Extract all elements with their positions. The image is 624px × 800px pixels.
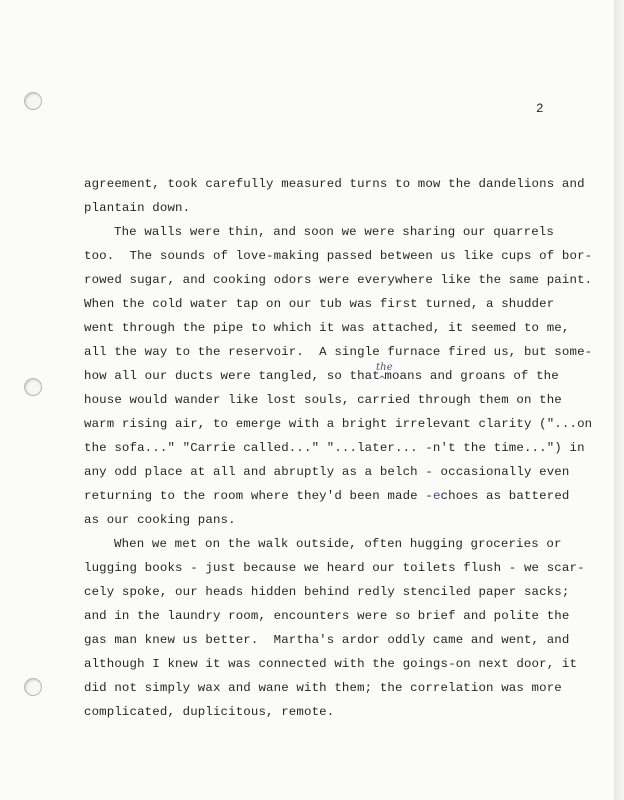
text-line: as our cooking pans. — [84, 513, 236, 527]
text-segment: returning to the room where they'd been made - — [84, 489, 433, 503]
text-line: complicated, duplicitous, remote. — [84, 705, 335, 719]
page-edge — [614, 0, 624, 800]
text-line: did not simply wax and wane with them; the correlation was more — [84, 681, 562, 695]
caret-insertion-mark: ^ — [377, 375, 387, 386]
text-line: rowed sugar, and cooking odors were everywhere like the same paint. — [84, 273, 593, 287]
text-line: too. The sounds of love-making passed between us like cups of bor- — [84, 249, 593, 263]
handwritten-correction: e — [432, 489, 441, 503]
text-line: cely spoke, our heads hidden behind redly stenciled paper sacks; — [84, 585, 570, 599]
text-line: all the way to the reservoir. A single furnace fired us, but some- — [84, 345, 593, 359]
text-line: and in the laundry room, encounters were so brief and polite the — [84, 609, 570, 623]
text-line: The walls were thin, and soon we were sharing our quarrels — [114, 225, 554, 239]
text-line: agreement, took carefully measured turns to mow the dandelions and — [84, 177, 585, 191]
text-line: although I knew it was connected with the goings-on next door, it — [84, 657, 578, 671]
text-line: When we met on the walk outside, often hugging groceries or — [114, 537, 562, 551]
text-line: went through the pipe to which it was attached, it seemed to me, — [84, 321, 570, 335]
text-line: plantain down. — [84, 201, 191, 215]
text-segment: moans and groans of the — [384, 369, 559, 383]
text-line-with-insertion — [84, 362, 584, 392]
text-line: lugging books - just because we heard our toilets flush - we scar- — [84, 561, 585, 575]
text-line: When the cold water tap on our tub was first turned, a shudder — [84, 297, 555, 311]
binder-hole-bottom — [24, 678, 42, 696]
text-line: gas man knew us better. Martha's ardor oddly came and went, and — [84, 633, 570, 647]
text-line: any odd place at all and abruptly as a belch - occasionally even — [84, 465, 570, 479]
text-line: house would wander like lost souls, carried through them on the — [84, 393, 562, 407]
text-line-with-correction — [84, 488, 584, 512]
text-segment: choes as battered — [440, 489, 570, 503]
binder-hole-top — [24, 92, 42, 110]
text-line: the sofa..." "Carrie called..." "...later... -n't the time...") in — [84, 441, 585, 455]
page-number: 2 — [536, 102, 544, 116]
handwritten-insertion: the — [376, 362, 393, 373]
binder-hole-middle — [24, 378, 42, 396]
text-segment: how all our ducts were tangled, so that — [84, 369, 380, 383]
typed-text — [84, 176, 593, 728]
text-line: warm rising air, to emerge with a bright irrelevant clarity ("...on — [84, 417, 593, 431]
